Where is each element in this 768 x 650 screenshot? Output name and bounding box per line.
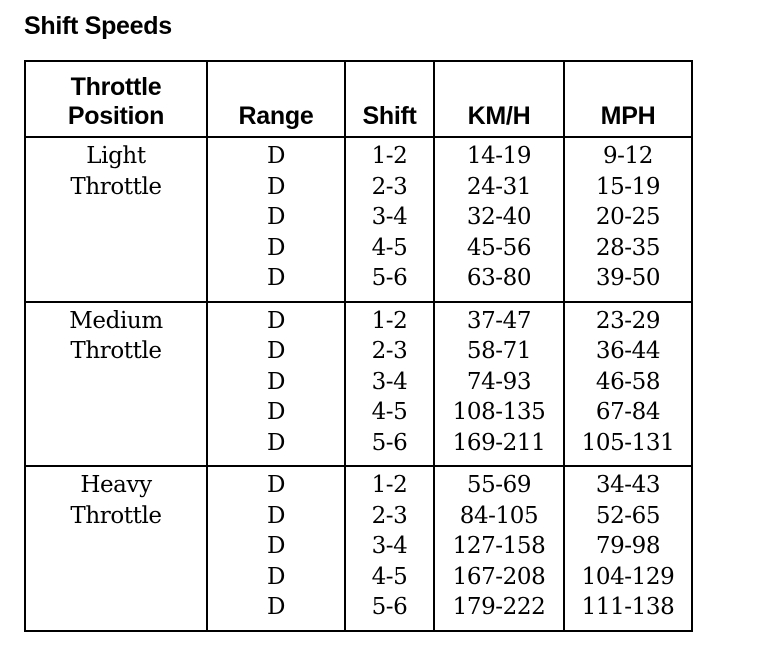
position-line: Throttle (70, 502, 162, 529)
range-value: D (266, 338, 286, 364)
kmh-cell (434, 466, 564, 631)
mph-cell (564, 137, 692, 302)
range-value: D (266, 265, 286, 291)
range-value: D (266, 429, 286, 456)
shift-value: 3-4 (371, 368, 408, 395)
kmh-value: 167-208 (452, 563, 546, 590)
header-kmh: KM/H (434, 61, 564, 137)
mph-value: 46-58 (595, 368, 661, 395)
header-shift: Shift (345, 61, 434, 137)
shift-value: 4-5 (371, 234, 408, 261)
range-value: D (266, 143, 286, 169)
range-cell (207, 302, 345, 467)
header-range: Range (207, 61, 345, 137)
range-cell (207, 466, 345, 631)
header-throttle-position (25, 61, 207, 137)
group-light-throttle (25, 137, 692, 302)
shift-value: 4-5 (371, 563, 408, 590)
range-value: D (266, 307, 286, 334)
position-line: Heavy (80, 472, 152, 498)
kmh-value: 108-135 (452, 399, 546, 425)
header-mph: MPH (564, 61, 692, 137)
range-value: D (266, 533, 286, 559)
shift-value: 5-6 (371, 265, 408, 291)
mph-value: 28-35 (595, 234, 661, 261)
mph-cell (564, 466, 692, 631)
header-throttle-line-1: Throttle (70, 73, 162, 101)
kmh-value: 45-56 (466, 234, 532, 261)
range-value: D (266, 472, 286, 498)
shift-value: 4-5 (371, 399, 408, 425)
kmh-value: 63-80 (466, 265, 532, 291)
mph-value: 36-44 (595, 338, 661, 364)
kmh-value: 74-93 (466, 368, 532, 395)
group-heavy-throttle (25, 466, 692, 631)
position-cell (25, 466, 207, 631)
range-value: D (266, 594, 286, 620)
mph-value: 67-84 (595, 399, 661, 425)
position-line: Throttle (70, 338, 162, 364)
group-medium-throttle (25, 302, 692, 467)
mph-cell (564, 302, 692, 467)
range-value: D (266, 502, 286, 529)
range-value: D (266, 204, 286, 230)
shift-value: 5-6 (371, 429, 408, 456)
kmh-value: 32-40 (466, 204, 532, 230)
range-value: D (266, 173, 286, 200)
shift-value: 2-3 (371, 502, 408, 529)
range-cell (207, 137, 345, 302)
kmh-value: 55-69 (466, 472, 532, 498)
position-line: Throttle (70, 173, 162, 200)
shift-value: 5-6 (371, 594, 408, 620)
kmh-value: 14-19 (466, 143, 532, 169)
kmh-cell (434, 137, 564, 302)
shift-value: 2-3 (371, 338, 408, 364)
shift-value: 1-2 (371, 143, 408, 169)
position-line: Light (86, 143, 146, 169)
range-value: D (266, 368, 286, 395)
kmh-value: 169-211 (452, 429, 546, 456)
shift-value: 1-2 (371, 472, 408, 498)
mph-value: 15-19 (595, 173, 661, 200)
kmh-cell (434, 302, 564, 467)
kmh-value: 84-105 (459, 502, 539, 529)
mph-value: 105-131 (581, 429, 675, 456)
position-cell (25, 137, 207, 302)
position-line: Medium (69, 307, 163, 334)
mph-value: 39-50 (595, 265, 661, 291)
mph-value: 79-98 (595, 533, 661, 559)
shift-cell (345, 466, 434, 631)
shift-value: 1-2 (371, 307, 408, 334)
position-cell (25, 302, 207, 467)
shift-value: 3-4 (371, 204, 408, 230)
range-value: D (266, 399, 286, 425)
kmh-value: 127-158 (452, 533, 546, 559)
mph-value: 9-12 (602, 143, 654, 169)
mph-value: 104-129 (581, 563, 675, 590)
mph-value: 20-25 (595, 204, 661, 230)
shift-speeds-table (24, 60, 693, 632)
kmh-value: 37-47 (466, 307, 532, 334)
shift-value: 3-4 (371, 533, 408, 559)
mph-value: 52-65 (595, 502, 661, 529)
header-throttle-line-2: Position (67, 102, 165, 130)
header-row (25, 61, 692, 137)
shift-cell (345, 302, 434, 467)
kmh-value: 58-71 (466, 338, 532, 364)
kmh-value: 24-31 (466, 173, 532, 200)
mph-value: 34-43 (595, 472, 661, 498)
range-value: D (266, 234, 286, 261)
mph-value: 111-138 (581, 594, 675, 620)
shift-cell (345, 137, 434, 302)
page-title: Shift Speeds (24, 12, 172, 40)
shift-value: 2-3 (371, 173, 408, 200)
kmh-value: 179-222 (452, 594, 546, 620)
range-value: D (266, 563, 286, 590)
mph-value: 23-29 (595, 307, 661, 334)
